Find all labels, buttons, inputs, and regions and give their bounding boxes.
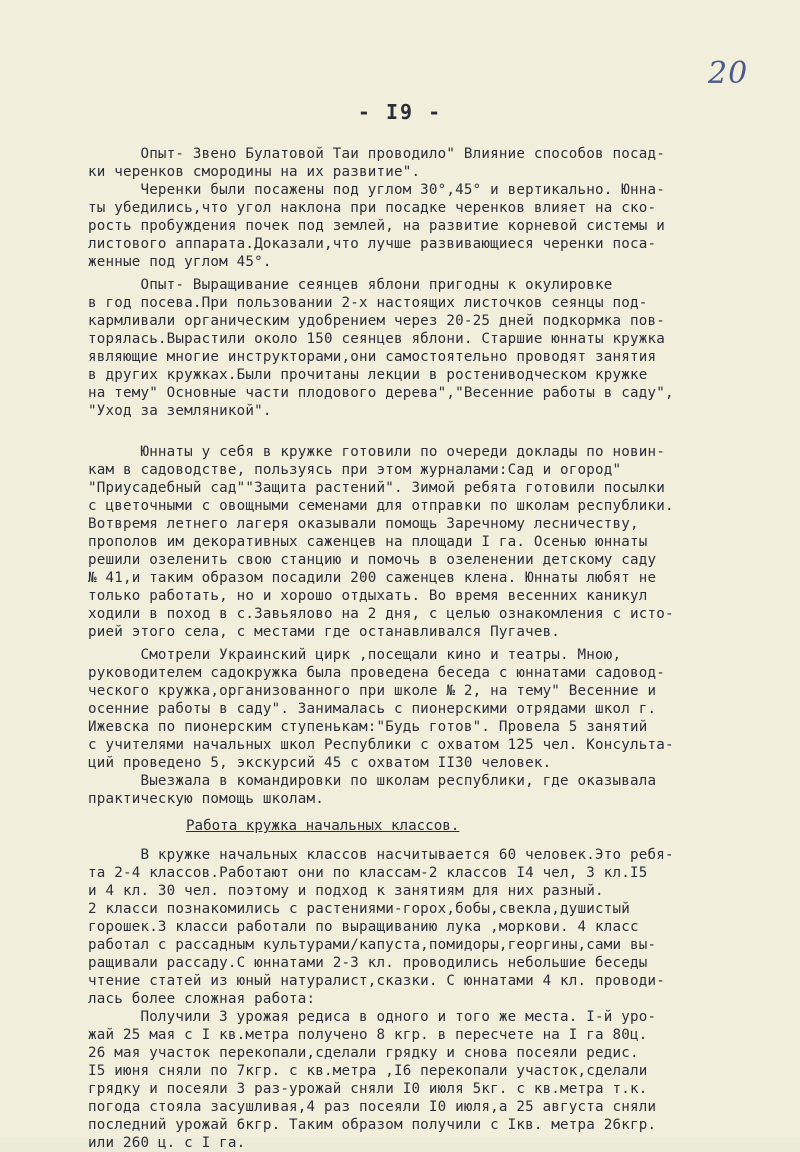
text-line: с цветочными с овощными семенами для отправки по школам республики. <box>88 498 674 514</box>
text-line: Черенки были посажены под углом 30°,45° и вертикально. Юнна- <box>88 182 665 198</box>
text-line: прополов им декоративных саженцев на площади I га. Осенью юннаты <box>88 534 648 550</box>
text-line: руководителем садокружка была проведена беседа с юннатами садовод- <box>88 665 665 681</box>
handwritten-page-number: 20 <box>708 56 749 91</box>
text-line: на тему" Основные части плодового дерева","Весенние работы в саду", <box>88 385 674 401</box>
text-line: кам в садоводстве, пользуясь при этом журналами:Сад и огород" <box>88 462 622 478</box>
text-line: являющие многие инструкторами,они самостоятельно проводят занятия <box>88 349 657 365</box>
text-line: Юннаты у себя в кружке готовили по очереди доклады по новин- <box>88 444 665 460</box>
text-line: погода стояла засушливая,4 раз посеяли I0 июля,а 25 августа сняли <box>88 1099 657 1115</box>
text-line: решили озеленить свою станцию и помочь в озеленении детскому саду <box>88 552 657 568</box>
text-line: в год посева.При пользовании 2-х настоящих листочков сеянцы под- <box>88 295 648 311</box>
text-line: Вотвремя летнего лагеря оказывали помощь Заречному лесничеству, <box>88 516 639 532</box>
text-line: осенние работы в саду". Занималась с пионерскими отрядами школ г. <box>88 701 657 717</box>
text-line: "Уход за земляникой". <box>88 403 272 419</box>
text-line: жай 25 мая с I кв.метра получено 8 кгр. в пересчете на I га 80ц. <box>88 1027 648 1043</box>
text-line: работал с рассадным культурами/капуста,помидоры,георгины,сами вы- <box>88 937 657 953</box>
text-line: Получили 3 урожая редиса в одного и того же места. I-й уро- <box>88 1009 657 1025</box>
text-line: Ижевска по пионерским ступенькам:"Будь готов". Провела 5 занятий <box>88 719 648 735</box>
text-line: в других кружках.Были прочитаны лекции в ростениводческом кружке <box>88 367 648 383</box>
text-line: I5 июня сняли по 7кгр. с кв.метра ,I6 перекопали участок,сделали <box>88 1063 648 1079</box>
text-line: горошек.3 класси работали по выращиванию лука ,моркови. 4 класс <box>88 919 639 935</box>
text-line: "Приусадебный сад""Защита растений". Зимой ребята готовили посылки <box>88 480 665 496</box>
text-line: с учителями начальных школ Республики с охватом 125 чел. Консульта- <box>88 737 674 753</box>
text-line: последний урожай 6кгр. Таким образом получили с Iкв. метра 26кгр. <box>88 1117 657 1133</box>
text-line: 2 класси познакомились с растениями-горох,бобы,свекла,душистый <box>88 901 630 917</box>
text-line: ращивали рассаду.С юннатами 2-3 кл. проводились небольшие беседы <box>88 955 648 971</box>
text-line: торялась.Вырастили около 150 сеянцев яблони. Старшие юннаты кружка <box>88 331 665 347</box>
text-line: № 41,и таким образом посадили 200 саженцев клена. Юннаты любят не <box>88 570 657 586</box>
text-line: кармливали органическим удобрением через 20-25 дней подкормка пов- <box>88 313 665 329</box>
text-line: только работать, но и хорошо отдыхать. Во время весенних каникул <box>88 588 648 604</box>
text-line: ходили в поход в с.Завьялово на 2 дня, с целью ознакомления с исто- <box>88 606 674 622</box>
text-line: листового аппарата.Доказали,что лучше развивающиеся черенки поса- <box>88 236 657 252</box>
text-line: рией этого села, с местами где останавливался Пугачев. <box>88 624 561 640</box>
text-line: ты убедились,что угол наклона при посадке черенков влияет на ско- <box>88 200 657 216</box>
text-line: Смотрели Украинский цирк ,посещали кино и театры. Мною, <box>88 647 622 663</box>
text-line: рость пробуждения почек под землей, на развитие корневой системы и <box>88 218 665 234</box>
text-line: ций проведено 5, экскурсий 45 с охватом II30 человек. <box>88 755 552 771</box>
text-line: практическую помощь школам. <box>88 791 325 807</box>
text-line: ки черенков смородины на их развитие". <box>88 164 421 180</box>
text-line: Опыт- Звено Булатовой Таи проводило" Влияние способов посад- <box>88 146 665 162</box>
text-line: лась более сложная работа: <box>88 991 316 1007</box>
section-heading: Работа кружка начальных классов. <box>186 818 460 834</box>
page-number: - I9 - <box>357 100 443 124</box>
text-line: грядку и посеяли 3 раз-урожай сняли I0 июля 5кг. с кв.метра т.к. <box>88 1081 648 1097</box>
text-line: В кружке начальных классов насчитывается 60 человек.Это ребя- <box>88 847 674 863</box>
text-line: та 2-4 классов.Работают они по классам-2 классов I4 чел, 3 кл.I5 <box>88 865 648 881</box>
text-line: женные под углом 45°. <box>88 254 272 270</box>
text-line: или 260 ц. с I га. <box>88 1135 246 1151</box>
text-line: 26 мая участок перекопали,сделали грядку и снова посеяли редис. <box>88 1045 639 1061</box>
text-line: чтение статей из юный натуралист,сказки. С юннатами 4 кл. проводи- <box>88 973 665 989</box>
text-line: Опыт- Выращивание сеянцев яблони пригодны к окулировке <box>88 277 613 293</box>
text-line: Выезжала в командировки по школам республики, где оказывала <box>88 773 657 789</box>
text-line: ческого кружка,организованного при школе № 2, на тему" Весенние и <box>88 683 657 699</box>
text-line: и 4 кл. 30 чел. поэтому и подход к занятиям для них разный. <box>88 883 604 899</box>
